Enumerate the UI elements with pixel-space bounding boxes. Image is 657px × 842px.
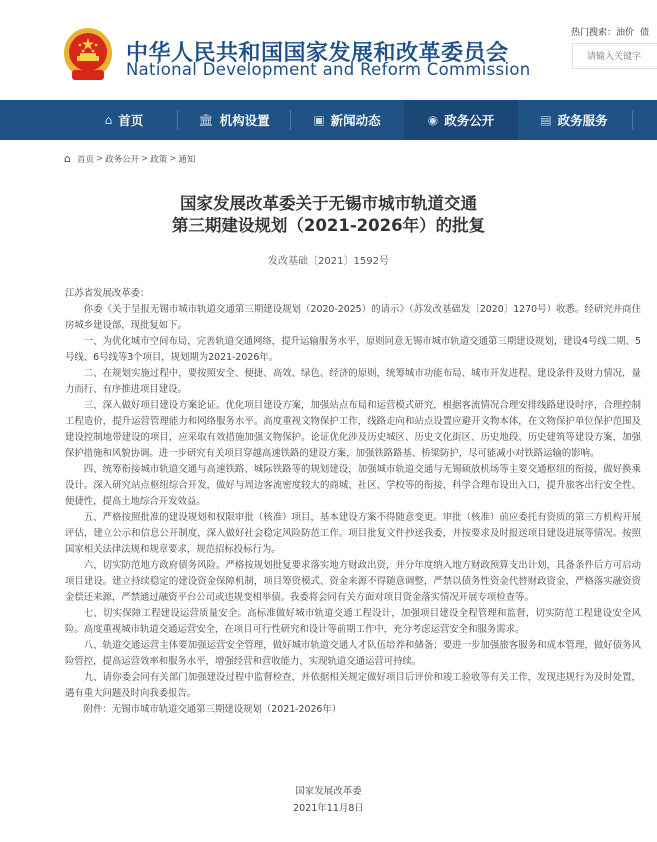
- document-body: [65, 286, 641, 718]
- breadcrumb-separator: >: [169, 153, 177, 164]
- breadcrumb-separator: >: [96, 153, 104, 164]
- paragraph: 四、统筹衔接城市轨道交通与高速铁路、城际铁路等的规划建设，加强城市轨道交通与无锡硕放机场等主要交通枢纽的衔接，做好换乘设计。深入研究站点枢纽综合开发，做好与周边客流密度较大的商城、社区、学校等的衔接，科学合理布设出入口，提升旅客出行安全性、便捷性，提高土地综合开发效益。: [65, 464, 641, 507]
- paragraph: 九、请你委会同有关部门加强建设过程中监督检查，并依据相关规定做好项目后评价和竣工验收等有关工作，发现违规行为及时处置，遇有重大问题及时向我委报告。: [65, 672, 641, 699]
- document-title-line1: 国家发展改革委关于无锡市城市轨道交通: [180, 194, 477, 213]
- paragraph: 六、切实防范地方政府债务风险。严格按规划批复要求落实地方财政出资，并分年度纳入地方财政预算支出计划，具备条件后方可启动项目建设。建立持续稳定的建设资金保障机制，项目筹资模式、资金来源不得随意调整，严禁以债务性资金代替财政资金，严格落实融资资金偿还来源，严禁通过融资平台公司或违规变相举债。我委将会同有关方面对项目资金落实情况开展专项检查等。: [65, 560, 641, 603]
- home-icon: ⌂: [64, 152, 71, 165]
- nav-item-institutions[interactable]: [178, 100, 290, 140]
- paragraph: 你委《关于呈报无锡市城市轨道交通第三期建设规划（2020-2025）的请示》（苏发改基础发〔2020〕1270号）收悉。经研究并商住房城乡建设部，现批复如下。: [65, 304, 641, 331]
- nav-item-home[interactable]: [70, 100, 178, 140]
- site-header: [0, 0, 657, 98]
- nav-item-label: 机构设置: [219, 113, 270, 128]
- search-box: [572, 43, 657, 69]
- nav-item-label: 政务公开: [444, 113, 495, 128]
- signer: 国家发展改革委: [295, 786, 362, 797]
- breadcrumb-link[interactable]: 首页: [76, 154, 94, 165]
- news-icon: ▣: [313, 113, 325, 127]
- breadcrumb: [64, 152, 195, 165]
- breadcrumb-separator: >: [141, 153, 149, 164]
- paragraph: 一、为优化城市空间布局，完善轨道交通网络，提升运输服务水平，原则同意无锡市城市轨道交通第三期建设规划，建设4号线二期、5号线、6号线等3个项目，规划期为2021-2026年。: [65, 336, 641, 363]
- paragraph: 五、严格按照批准的建设规划和权限审批（核准）项目，基本建设方案不得随意变更。审批（核准）前应委托有资质的第三方机构开展评估，建立公示和信息公开制度，深入做好社会稳定风险防范工作。项目批复文件抄送我委，并按要求及时报送项目建设进展等情况。按照国家相关法律法规和规章要求，规范招标投标行为。: [65, 512, 641, 555]
- paragraph: 二、在规划实施过程中，要按照安全、便捷、高效、绿色、经济的原则，统筹城市功能布局、城市开发进程、建设条件及财力情况，量力而行、有序推进项目建设。: [65, 368, 641, 395]
- hot-search: [571, 25, 655, 38]
- nav-divider: [632, 110, 633, 130]
- main-nav: [0, 100, 657, 140]
- institution-icon: 🏛︎: [198, 113, 214, 127]
- nav-item-label: 政务服务: [557, 113, 608, 128]
- nav-item-label: 首页: [118, 113, 144, 128]
- document-icon: ▤: [540, 113, 552, 127]
- broadcast-icon: ◉: [427, 113, 439, 127]
- breadcrumb-link[interactable]: 政务公开: [105, 154, 140, 165]
- paragraph: 七、切实保障工程建设运营质量安全。高标准做好城市轨道交通工程设计，加强项目建设全程管理和监督，切实防范工程建设安全风险。高度重视城市轨道交通运营安全，在项目可行性研究和设计等前期工作中，充分考虑运营安全和服务需求。: [65, 608, 641, 635]
- paragraph: 八、轨道交通运营主体要加强运营安全管理，做好城市轨道交通人才队伍培养和储备；要进一步加强旅客服务和成本管理，做好债务风险管控，提高运营效率和服务水平，增强经营和营收能力，实现轨道交通运营可持续。: [65, 640, 641, 667]
- nav-item-label: 新闻动态: [330, 113, 381, 128]
- attachment-note: 附件：无锡市城市轨道交通第三期建设规划（2021-2026年）: [83, 704, 342, 715]
- paragraph: 三、深入做好项目建设方案论证。优化项目建设方案，加强站点布局和运营模式研究，根据客流情况合理安排线路建设时序，合理控制工程造价，提升运营管理能力和网络服务水平。高度重视文物保护工作，线路走向和站点设置应避开文物本体，在文物保护单位保护范围及建设控制地带建设的项目，应采取有效措施加强文物保护。论证优化涉及历史城区、历史文化街区、历史地段、历史建筑等建设方案，加强保护措施和风貌协调。进一步研究有关项目穿越高速铁路的建设方案，加强铁路路基、桥梁防护，尽可能减小对铁路运输的影响。: [65, 400, 641, 459]
- search-input[interactable]: [573, 45, 657, 69]
- hot-search-link[interactable]: 油价: [616, 28, 635, 38]
- site-title-chinese: 中华人民共和国国家发展和改革委员会: [126, 41, 509, 66]
- document-title-line2: 第三期建设规划（2021-2026年）的批复: [171, 216, 486, 235]
- breadcrumb-link[interactable]: 政策: [150, 154, 168, 165]
- nav-item-news[interactable]: [291, 100, 403, 140]
- nav-item-services[interactable]: [518, 100, 630, 140]
- home-icon: ⌂: [104, 113, 113, 127]
- hot-search-label: 热门搜索：: [571, 28, 617, 38]
- national-emblem-icon[interactable]: [62, 26, 114, 84]
- breadcrumb-link[interactable]: 通知: [178, 154, 196, 165]
- document-number: 发改基础〔2021〕1592号: [268, 256, 389, 267]
- nav-item-government-affairs[interactable]: [404, 100, 518, 140]
- hot-search-link[interactable]: 债: [640, 28, 650, 38]
- recipient: 江苏省发展改革委：: [65, 288, 150, 299]
- site-title-english: National Development and Reform Commission: [126, 60, 531, 79]
- signing-date: 2021年11月8日: [293, 803, 364, 814]
